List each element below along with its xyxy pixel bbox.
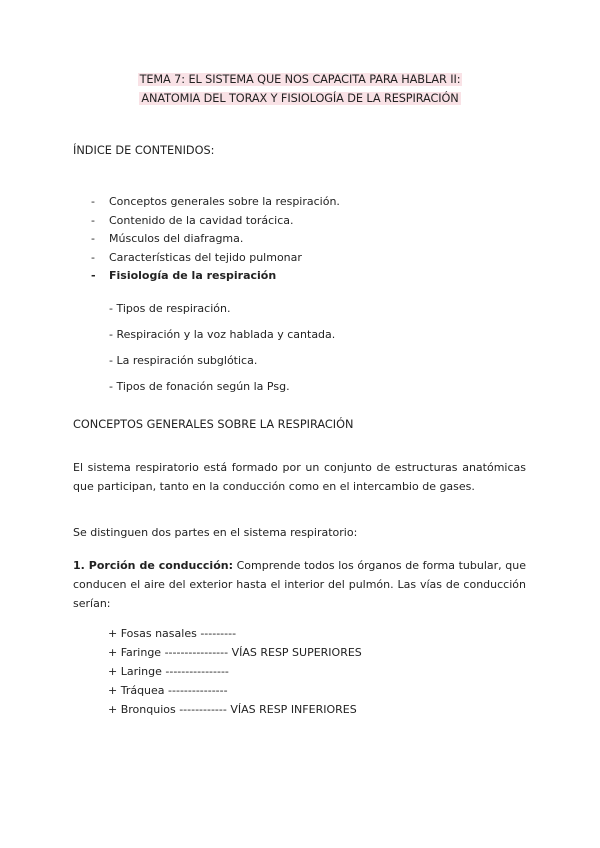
- airways-list: [108, 624, 362, 719]
- index-item-label: Conceptos generales sobre la respiración.: [109, 195, 340, 208]
- conduction-text: Comprende todos los órganos de forma tubular, que conducen el aire del exterior hasta el interior del pulmón. Las vías de conducción serían:: [73, 559, 527, 610]
- list-item: [91, 267, 340, 286]
- title-line-2: ANATOMIA DEL TORAX Y FISIOLOGÍA DE LA RESPIRACIÓN: [141, 92, 459, 105]
- bullet-dash: -: [91, 250, 95, 264]
- list-item: [91, 249, 340, 268]
- list-item: [91, 193, 340, 212]
- list-item: + Fosas nasales ---------: [108, 627, 237, 640]
- list-item: + Faringe ---------------- VÍAS RESP SUPERIORES: [108, 646, 362, 659]
- list-item: - Respiración y la voz hablada y cantada.: [109, 328, 336, 341]
- conduction-label: 1. Porción de conducción:: [73, 559, 233, 572]
- bullet-dash: -: [91, 195, 95, 208]
- paragraph-conduction: [73, 556, 526, 613]
- section-heading: CONCEPTOS GENERALES SOBRE LA RESPIRACIÓN: [73, 418, 354, 431]
- bullet-dash: -: [91, 269, 96, 282]
- list-item: + Tráquea ---------------: [108, 684, 228, 697]
- paragraph-parts: Se distinguen dos partes en el sistema respiratorio:: [73, 526, 358, 539]
- index-heading: ÍNDICE DE CONTENIDOS:: [73, 144, 215, 157]
- list-item: [91, 212, 340, 231]
- list-item: - La respiración subglótica.: [109, 354, 258, 367]
- index-item-label: Fisiología de la respiración: [109, 269, 277, 282]
- bullet-dash: -: [91, 232, 95, 245]
- list-item: - Tipos de fonación según la Psg.: [109, 380, 290, 393]
- index-item-label: Contenido de la cavidad torácica.: [109, 213, 294, 227]
- bullet-dash: -: [91, 213, 95, 227]
- index-list: [91, 193, 340, 286]
- list-item: - Tipos de respiración.: [109, 302, 231, 315]
- index-item-label: Músculos del diafragma.: [109, 232, 244, 245]
- list-item: + Bronquios ------------ VÍAS RESP INFERIORES: [108, 703, 357, 716]
- paragraph-intro: El sistema respiratorio está formado por un conjunto de estructuras anatómicas que participan, tanto en la conducción como en el intercambio de gases.: [73, 461, 526, 493]
- index-item-label: Características del tejido pulmonar: [109, 250, 302, 264]
- document-title: [0, 70, 600, 108]
- list-item: [91, 230, 340, 249]
- list-item: + Laringe ----------------: [108, 665, 229, 678]
- index-sublist: [109, 296, 335, 400]
- title-line-1: TEMA 7: EL SISTEMA QUE NOS CAPACITA PARA HABLAR II:: [139, 73, 461, 86]
